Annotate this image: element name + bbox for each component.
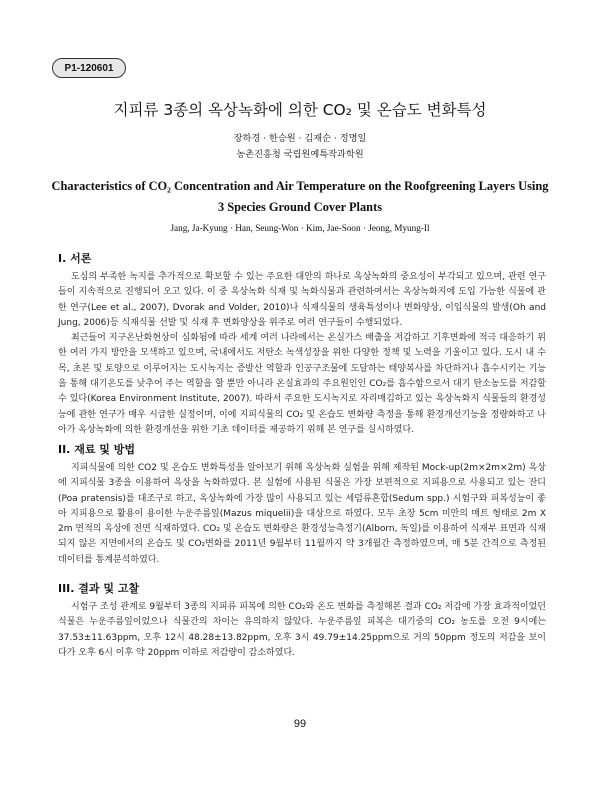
korean-title: 지피류 3종의 옥상녹화에 의한 CO₂ 및 온습도 변화특성: [113, 101, 487, 119]
paragraph: 지피식물에 의한 CO2 및 온습도 변화특성을 알아보기 위해 옥상녹화 실험을 위해 제작된 Mock-up(2m×2m×2m) 옥상에 지피식물 3종을 이용하여 옥상을 녹화하였다. 본 실험에 사용된 식물은 가장 보편적으로 지피용으로 사용되고 있는 잔디(Poa pratensis)를 대조구로 하고, 옥상녹화에 가장 많이 사용되고 있는 세덤류혼합(Sedum spp.) 시험구와 피복성능이 좋아 지피용으로 활용이 용이한 누운주름잎(Mazus miquelii)을 대상으로 하였다. 모두 초장 5cm 미만의 매트 형태로 2m X 2m 면적의 옥상에 전면 식재하였다. CO₂ 및 온습도 변화량은 환경성능측정기(Alborn, 독일)를 이용하여 식재부 표면과 식재 되지 않은 지면에서의 온습도 및 CO₂변화를 2011년 9월부터 11월까지 약 3개월간 측정하였으며, 매 5분 간격으로 측정된 데이터를 통계분석하였다.: [58, 463, 546, 565]
paragraph: 도심의 부족한 녹지를 추가적으로 확보할 수 있는 주요한 대안의 하나로 옥상녹화의 중요성이 부각되고 있으며, 관련 연구들이 지속적으로 진행되어 오고 있다. 이 중 옥상녹화 식재 및 녹화식물과 관련하여서는 옥상녹화지에 도입 가능한 식물에 관한 연구(Lee et al., 2007), Dvorak and Volder, 2010)나 식재식물의 생육특성이나 변화양상, 이입식물의 발생(Oh and Jung, 2006)등 식재식물 선발 및 식재 후 변화양상을 위주로 여러 연구들이 수행되었다.: [58, 272, 546, 328]
korean-affiliation: 농촌진흥청 국립원예특작과학원: [236, 149, 364, 160]
paragraph: 최근들어 지구온난화현상이 심화됨에 따라 세계 여러 나라에서는 온실가스 배출을 저감하고 기후변화에 적극 대응하기 위한 여러 가지 방안을 모색하고 있으며, 국내에서도 저탄소 녹색성장을 위한 다양한 정책 및 노력을 기울이고 있다. 도시 내 수목, 초본 및 토양으로 이루어지는 도시녹지는 증발산 역할과 인공구조물에 도달하는 태양복사를 차단하거나 흡수시키는 기능을 통해 대기온도를 낮추어 주는 역할을 할 뿐만 아니라 온실효과의 주요원인인 CO₂를 흡수함으로서 대기 탄소농도를 저감할 수 있다(Korea Environment Institute, 2007). 따라서 주요한 도시녹지로 자리매김하고 있는 옥상녹화지 식물들의 환경성능에 관한 연구가 매우 시급한 실정이며, 이에 지피식물의 CO₂ 및 온습도 변화량 측정을 통해 환경개선기능을 정량화하고 나아가 옥상녹화에 의한 환경개선을 위한 기초 데이터를 제공하기 위해 본 연구를 실시하였다.: [58, 333, 546, 435]
paper-id-badge: P1-120601: [52, 58, 126, 78]
paragraph: 시험구 조성 관계로 9월부터 3종의 지피류 피복에 의한 CO₂와 온도 변화를 측정해본 결과 CO₂ 저감에 가장 효과적이었던 식물은 누운주름잎이었으나 식물간의 차이는 유의하지 않았다. 누운주름잎 피복은 대기중의 CO₂ 농도를 오전 9시에는 37.53±11.63ppm, 오후 12시 48.28±13.82ppm, 오후 3시 49.79±14.25ppm으로 거의 50ppm 정도의 저감을 보이다가 오후 6시 이후 약 20ppm 이하로 저감량이 감소하였다.: [58, 602, 546, 658]
section-body-results: [58, 600, 546, 661]
section-heading-results: III. 결과 및 고찰: [58, 582, 140, 595]
section-heading-methods: II. 재료 및 방법: [58, 443, 135, 456]
page-number: 99: [293, 718, 307, 730]
section-body-methods: [58, 461, 546, 568]
section-body-introduction: [58, 270, 546, 438]
section-heading-introduction: I. 서론: [58, 252, 92, 265]
english-authors: Jang, Ja-Kyung · Han, Seung-Won · Kim, Jae-Soon · Jeong, Myung-Il: [170, 223, 430, 233]
english-title: Characteristics of CO₂ Concentration and Air Temperature on the Roofgreening Layers Using 3 Species Ground Cover Plants: [51, 179, 549, 214]
korean-authors: 장하경 · 한승원 · 김재순 · 정명일: [233, 133, 367, 144]
